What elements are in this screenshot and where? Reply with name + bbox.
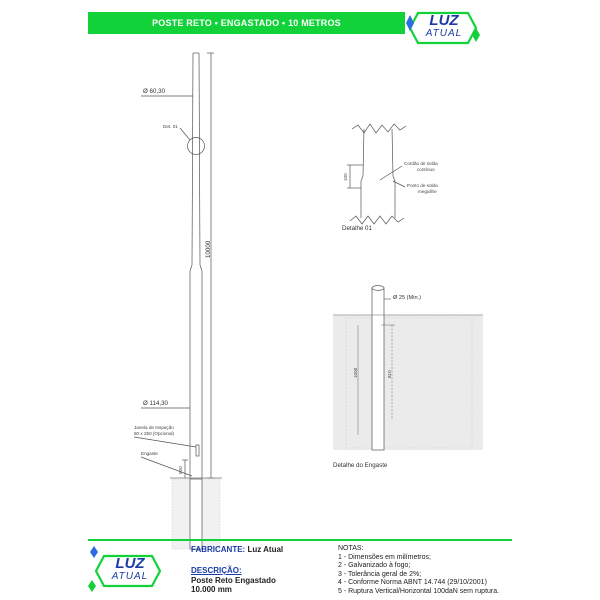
note-item: 4 - Conforme Norma ABNT 14.744 (29/10/2001) (338, 579, 487, 587)
description-line-1: Poste Reto Engastado (191, 576, 276, 585)
detail-01-drawing (347, 124, 406, 224)
pole-top-right-edge (199, 53, 200, 265)
logo-bottom-line2: ATUAL (111, 571, 149, 582)
description-label: DESCRIÇÃO: (191, 566, 242, 575)
logo-bottom (88, 546, 166, 596)
logo-bottom-line1: LUZ (115, 555, 145, 572)
height-dim-label: 10000 (205, 240, 212, 258)
inspection-window-label-2: 80 x 250 (Opcional) (134, 431, 175, 436)
inspection-window (196, 445, 199, 456)
page-title: POSTE RETO • ENGASTADO • 10 METROS (152, 18, 341, 28)
notes-title: NOTAS: (338, 545, 364, 552)
embed-inner-dim-label: 810 (387, 370, 392, 378)
manufacturer (191, 545, 283, 554)
detail-01-dim-label: 100 (343, 173, 348, 181)
min-diameter-label: Ø 25 (Min.) (393, 295, 421, 301)
pole-top-left-edge (192, 53, 193, 265)
embed-label: Engaste (141, 451, 158, 456)
description-line-2: 10.000 mm (191, 585, 232, 594)
notes-block (338, 545, 499, 597)
weld-continuous-label-2: contínuo (417, 167, 435, 172)
weld-spot-label-1: Ponto de solda (407, 183, 438, 188)
weld-spot-label-2: meguilhe (418, 189, 437, 194)
detail-embed-caption: Detalhe do Engaste (333, 462, 388, 469)
embed-depth-dim-label: 1000 (353, 367, 358, 378)
footer-divider (88, 539, 512, 541)
inspection-window-label-1: Janela de Inspeção (134, 425, 174, 430)
detail-01-circle (188, 138, 205, 155)
note-item: 1 - Dimensões em milímetros; (338, 553, 431, 561)
top-diameter-label: Ø 60,30 (143, 88, 166, 95)
manufacturer-label: FABRICANTE: (191, 545, 246, 554)
detail-ref-label: Det. 01 (163, 124, 178, 129)
logo-top-line2: ATUAL (425, 28, 463, 39)
note-item: 2 - Galvanizado à fogo; (338, 562, 411, 570)
bottom-diameter-label: Ø 114,30 (143, 400, 168, 407)
logo-top-line1: LUZ (429, 12, 459, 29)
note-item: 5 - Ruptura Vertical/Horizontal 100daN sem ruptura. (338, 587, 500, 595)
note-item: 3 - Tolerância geral de 2%; (338, 570, 422, 578)
weld-continuous-label-1: Cordão de solda (404, 161, 438, 166)
manufacturer-value: Luz Atual (247, 545, 284, 554)
embed-dim-label: 500 (178, 466, 183, 474)
detail-01-caption: Detalhe 01 (342, 225, 372, 232)
